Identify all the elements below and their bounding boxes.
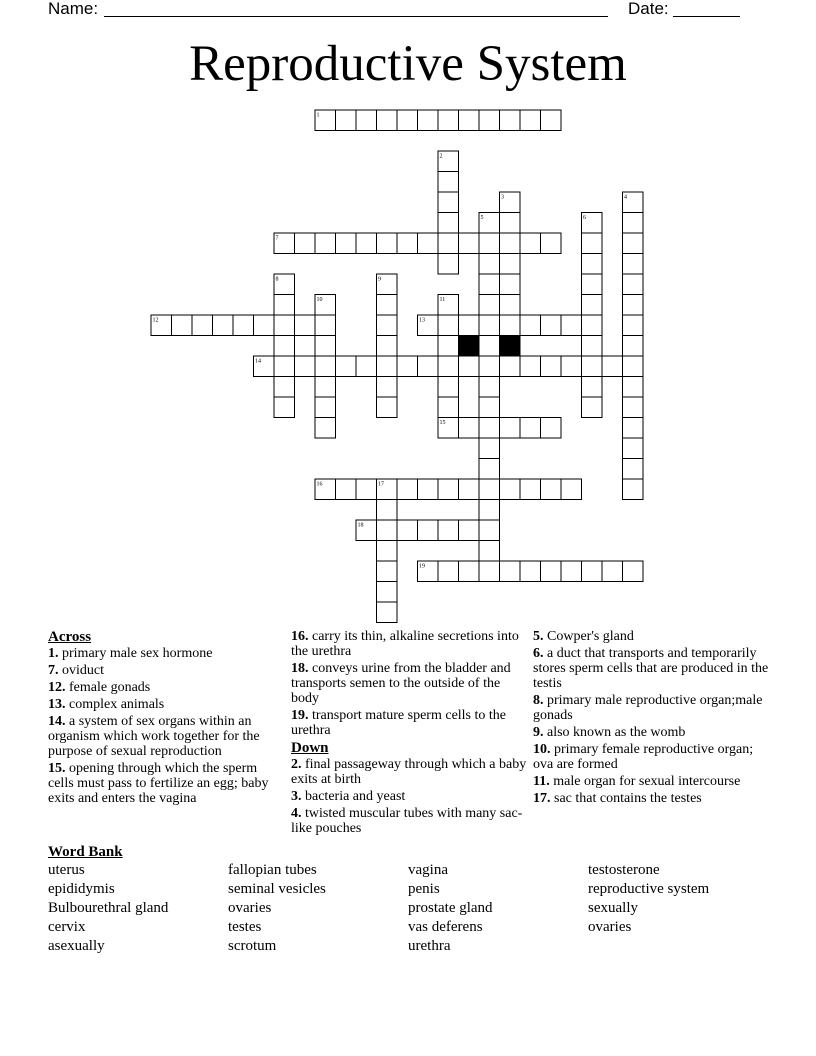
clue-number: 8 xyxy=(275,276,279,283)
clue-item xyxy=(533,774,769,789)
crossword-cell[interactable] xyxy=(438,336,459,357)
crossword-cell[interactable] xyxy=(582,377,603,398)
clue-text: conveys urine from the bladder and transports semen to the outside of the body xyxy=(291,661,511,706)
crossword-cell[interactable] xyxy=(397,520,418,541)
clue-item xyxy=(291,708,527,738)
crossword-cell[interactable] xyxy=(315,397,336,418)
crossword-cell[interactable] xyxy=(377,295,398,316)
crossword-cell[interactable] xyxy=(438,110,459,131)
crossword-cell[interactable] xyxy=(623,213,644,234)
clue-item xyxy=(533,693,769,723)
clue-item xyxy=(291,757,527,787)
clue-text: carry its thin, alkaline secretions into the urethra xyxy=(291,629,519,659)
crossword-cell[interactable] xyxy=(438,356,459,377)
clue-text: female gonads xyxy=(65,680,151,695)
clue-number: 5 xyxy=(480,215,484,221)
word-bank-item: fallopian tubes xyxy=(228,862,317,878)
crossword-cell[interactable] xyxy=(582,397,603,418)
crossword-cell[interactable] xyxy=(418,479,439,500)
crossword-black-cell xyxy=(459,336,480,357)
crossword-cell[interactable] xyxy=(623,315,644,336)
clue-text: a system of sex organs within an organism which work together for the purpose of sexual reproduction xyxy=(48,714,260,759)
crossword-cell[interactable] xyxy=(623,274,644,295)
crossword-cell[interactable] xyxy=(336,479,357,500)
crossword-cell[interactable] xyxy=(438,233,459,254)
clue-number-label: 14. xyxy=(48,714,66,729)
clue-item xyxy=(48,663,284,678)
crossword-cell[interactable] xyxy=(377,541,398,562)
word-bank-item: reproductive system xyxy=(588,881,710,897)
crossword-cell[interactable] xyxy=(438,561,459,582)
crossword-cell[interactable] xyxy=(356,233,377,254)
clue-text: complex animals xyxy=(65,697,165,712)
clue-number: 16 xyxy=(316,481,323,488)
crossword-cell[interactable] xyxy=(418,520,439,541)
crossword-cell[interactable] xyxy=(623,418,644,439)
crossword-cell[interactable] xyxy=(541,233,562,254)
clue-number-label: 18. xyxy=(291,661,309,676)
crossword-cell[interactable] xyxy=(500,233,521,254)
crossword-cell[interactable] xyxy=(561,479,582,500)
clue-number-label: 4. xyxy=(291,806,302,821)
crossword-cell[interactable] xyxy=(500,274,521,295)
clue-item xyxy=(533,791,769,806)
crossword-cell[interactable] xyxy=(377,602,398,623)
word-bank-item: epididymis xyxy=(48,881,115,897)
crossword-cell[interactable] xyxy=(561,356,582,377)
crossword-cell[interactable] xyxy=(295,315,316,336)
clue-number: 3 xyxy=(501,194,504,201)
word-bank xyxy=(48,844,768,957)
crossword-cell[interactable] xyxy=(479,438,500,459)
crossword-cell[interactable] xyxy=(541,110,562,131)
crossword-cell[interactable] xyxy=(623,254,644,275)
clue-number-label: 9. xyxy=(533,725,544,740)
clue-number: 9 xyxy=(378,276,381,283)
crossword-cell[interactable] xyxy=(377,233,398,254)
clue-number-label: 7. xyxy=(48,663,59,678)
clue-number-label: 16. xyxy=(291,629,309,644)
crossword-cell[interactable] xyxy=(623,336,644,357)
clue-item xyxy=(291,629,527,659)
crossword-black-cell xyxy=(500,336,521,357)
crossword-cell[interactable] xyxy=(582,315,603,336)
crossword-cell[interactable] xyxy=(274,397,295,418)
clue-item xyxy=(533,629,769,644)
crossword-cell[interactable] xyxy=(500,213,521,234)
word-bank-item: vagina xyxy=(408,862,448,878)
crossword-cell[interactable] xyxy=(438,397,459,418)
crossword-cell[interactable] xyxy=(315,356,336,377)
crossword-cell[interactable] xyxy=(623,295,644,316)
crossword-cell[interactable] xyxy=(479,233,500,254)
crossword-cell[interactable] xyxy=(397,233,418,254)
clue-text: twisted muscular tubes with many sac-like pouches xyxy=(291,806,523,836)
crossword-cell[interactable] xyxy=(397,110,418,131)
crossword-cell[interactable] xyxy=(479,479,500,500)
crossword-cell[interactable] xyxy=(520,561,541,582)
clue-item xyxy=(533,646,769,691)
clues-column-2 xyxy=(291,629,527,838)
clue-text: primary male reproductive organ;male gonads xyxy=(533,693,763,723)
clue-number-label: 1. xyxy=(48,646,59,661)
crossword-cell[interactable] xyxy=(336,233,357,254)
crossword-cell[interactable] xyxy=(602,356,623,377)
crossword-cell[interactable] xyxy=(438,192,459,213)
crossword-cell[interactable] xyxy=(520,418,541,439)
crossword-cell[interactable] xyxy=(438,377,459,398)
crossword-cell[interactable] xyxy=(500,356,521,377)
crossword-cell[interactable] xyxy=(213,315,234,336)
clue-text: male organ for sexual intercourse xyxy=(549,774,741,789)
crossword-cell[interactable] xyxy=(459,520,480,541)
crossword-cell[interactable] xyxy=(315,336,336,357)
crossword-cell[interactable] xyxy=(479,254,500,275)
across-heading: Across xyxy=(48,629,92,645)
clue-number: 6 xyxy=(583,215,586,221)
crossword-cell[interactable] xyxy=(479,500,500,521)
crossword-cell[interactable] xyxy=(295,356,316,377)
clue-item xyxy=(48,680,284,695)
crossword-cell[interactable] xyxy=(520,110,541,131)
crossword-cell[interactable] xyxy=(602,561,623,582)
crossword-cell[interactable] xyxy=(192,315,213,336)
crossword-cell[interactable] xyxy=(418,110,439,131)
clue-item xyxy=(48,697,284,712)
crossword-cell[interactable] xyxy=(377,500,398,521)
clue-text: bacteria and yeast xyxy=(301,789,406,804)
crossword-cell[interactable] xyxy=(541,561,562,582)
crossword-cell[interactable] xyxy=(520,315,541,336)
clue-text: opening through which the sperm cells must pass to fertilize an egg; baby exits and enters the vagina xyxy=(48,761,269,806)
word-bank-item: prostate gland xyxy=(408,900,493,916)
crossword-cell[interactable] xyxy=(561,315,582,336)
clue-item xyxy=(291,789,527,804)
crossword-cell[interactable] xyxy=(459,356,480,377)
crossword-cell[interactable] xyxy=(356,356,377,377)
crossword-cell[interactable] xyxy=(479,459,500,480)
clue-number-label: 10. xyxy=(533,742,551,757)
clue-number: 14 xyxy=(255,358,261,365)
crossword-cell[interactable] xyxy=(479,397,500,418)
crossword-cell[interactable] xyxy=(520,356,541,377)
clue-number-label: 3. xyxy=(291,789,302,804)
crossword-cell[interactable] xyxy=(479,377,500,398)
clue-item xyxy=(48,646,284,661)
crossword-cell[interactable] xyxy=(500,315,521,336)
crossword-cell[interactable] xyxy=(356,110,377,131)
crossword-cell[interactable] xyxy=(520,233,541,254)
clue-item xyxy=(291,661,527,706)
clue-number: 19 xyxy=(419,563,425,570)
clue-text: final passageway through which a baby exits at birth xyxy=(291,757,527,787)
word-bank-heading: Word Bank xyxy=(48,844,123,860)
crossword-cell[interactable] xyxy=(582,295,603,316)
crossword-cell[interactable] xyxy=(479,520,500,541)
crossword-cell[interactable] xyxy=(623,356,644,377)
crossword-cell[interactable] xyxy=(254,315,275,336)
crossword-cell[interactable] xyxy=(479,356,500,377)
crossword-cell[interactable] xyxy=(561,561,582,582)
crossword-cell[interactable] xyxy=(582,356,603,377)
crossword-cell[interactable] xyxy=(500,479,521,500)
clue-number: 10 xyxy=(316,297,323,303)
clue-number-label: 12. xyxy=(48,680,66,695)
crossword-cell[interactable] xyxy=(377,110,398,131)
crossword-cell[interactable] xyxy=(582,561,603,582)
word-bank-item: testosterone xyxy=(588,862,660,878)
word-bank-item: asexually xyxy=(48,938,105,954)
crossword-cell[interactable] xyxy=(623,438,644,459)
crossword-cell[interactable] xyxy=(274,377,295,398)
clue-number-label: 19. xyxy=(291,708,309,723)
crossword-cell[interactable] xyxy=(459,315,480,336)
crossword-cell[interactable] xyxy=(582,274,603,295)
clue-item xyxy=(533,725,769,740)
crossword-cell[interactable] xyxy=(356,479,377,500)
crossword-cell[interactable] xyxy=(418,233,439,254)
word-bank-item: sexually xyxy=(588,900,638,916)
crossword-cell[interactable] xyxy=(623,397,644,418)
clue-number-label: 11. xyxy=(533,774,550,789)
crossword-cell[interactable] xyxy=(377,356,398,377)
crossword-cell[interactable] xyxy=(479,295,500,316)
word-bank-item: urethra xyxy=(408,938,451,954)
clue-text: Cowper's gland xyxy=(543,629,634,644)
clue-text: oviduct xyxy=(58,663,104,678)
crossword-cell[interactable] xyxy=(541,315,562,336)
crossword-cell[interactable] xyxy=(315,377,336,398)
clue-number: 2 xyxy=(439,153,443,160)
crossword-cell[interactable] xyxy=(274,315,295,336)
word-bank-item: vas deferens xyxy=(408,919,483,935)
clue-item xyxy=(533,742,769,772)
crossword-cell[interactable] xyxy=(418,356,439,377)
crossword-cell[interactable] xyxy=(172,315,193,336)
crossword-cell[interactable] xyxy=(459,479,480,500)
crossword-cell[interactable] xyxy=(438,172,459,193)
crossword-cell[interactable] xyxy=(438,479,459,500)
crossword-cell[interactable] xyxy=(500,561,521,582)
clue-text: primary female reproductive organ; ova are formed xyxy=(533,742,754,772)
crossword-cell[interactable] xyxy=(336,356,357,377)
clue-number: 17 xyxy=(378,481,384,488)
word-bank-item: ovaries xyxy=(588,919,632,935)
crossword-cell[interactable] xyxy=(623,233,644,254)
clue-text: transport mature sperm cells to the urethra xyxy=(291,708,506,738)
clue-item xyxy=(48,761,284,806)
word-bank-list xyxy=(48,862,768,957)
clue-number-label: 13. xyxy=(48,697,66,712)
down-heading: Down xyxy=(291,740,329,756)
crossword-cell[interactable] xyxy=(438,520,459,541)
crossword-cell[interactable] xyxy=(315,315,336,336)
crossword-cell[interactable] xyxy=(459,233,480,254)
page-title: Reproductive System xyxy=(189,36,627,92)
clue-number: 12 xyxy=(152,317,159,324)
crossword-cell[interactable] xyxy=(438,315,459,336)
word-bank-item: uterus xyxy=(48,862,85,878)
clue-number: 11 xyxy=(439,297,446,303)
crossword-cell[interactable] xyxy=(377,315,398,336)
crossword-cell[interactable] xyxy=(623,377,644,398)
crossword-cell[interactable] xyxy=(500,110,521,131)
crossword-cell[interactable] xyxy=(377,377,398,398)
crossword-cell[interactable] xyxy=(274,295,295,316)
crossword-cell[interactable] xyxy=(274,356,295,377)
crossword-cell[interactable] xyxy=(397,356,418,377)
crossword-cell[interactable] xyxy=(500,254,521,275)
clue-number: 7 xyxy=(275,235,279,242)
crossword-cell[interactable] xyxy=(520,479,541,500)
crossword-cell[interactable] xyxy=(377,582,398,603)
crossword-cell[interactable] xyxy=(541,418,562,439)
crossword-cell[interactable] xyxy=(315,418,336,439)
crossword-cell[interactable] xyxy=(438,254,459,275)
crossword-cell[interactable] xyxy=(315,233,336,254)
crossword-cell[interactable] xyxy=(377,336,398,357)
word-bank-item: cervix xyxy=(48,919,86,935)
clue-number-label: 6. xyxy=(533,646,544,661)
word-bank-item: seminal vesicles xyxy=(228,881,326,897)
crossword-cell[interactable] xyxy=(336,110,357,131)
crossword-cell[interactable] xyxy=(377,397,398,418)
clue-text: primary male sex hormone xyxy=(58,646,213,661)
crossword-cell[interactable] xyxy=(500,295,521,316)
word-bank-item: scrotum xyxy=(228,938,277,954)
crossword-cell[interactable] xyxy=(623,561,644,582)
crossword-cell[interactable] xyxy=(479,110,500,131)
clue-number: 18 xyxy=(357,522,364,529)
clue-number-label: 2. xyxy=(291,757,302,772)
crossword-cell[interactable] xyxy=(479,274,500,295)
crossword-cell[interactable] xyxy=(438,213,459,234)
crossword-cell[interactable] xyxy=(541,479,562,500)
clue-number-label: 15. xyxy=(48,761,66,776)
word-bank-item: penis xyxy=(408,881,440,897)
word-bank-item: testes xyxy=(228,919,262,935)
crossword-cell[interactable] xyxy=(397,479,418,500)
clues-column-3 xyxy=(533,629,769,808)
crossword-cell[interactable] xyxy=(623,479,644,500)
clue-item xyxy=(48,714,284,759)
crossword-cell[interactable] xyxy=(459,110,480,131)
crossword-cell[interactable] xyxy=(459,561,480,582)
crossword-cell[interactable] xyxy=(459,418,480,439)
crossword-cell[interactable] xyxy=(582,254,603,275)
crossword-cell[interactable] xyxy=(479,418,500,439)
clue-text: sac that contains the testes xyxy=(550,791,702,806)
crossword-cell[interactable] xyxy=(274,336,295,357)
crossword-cell[interactable] xyxy=(233,315,254,336)
clue-text: also known as the womb xyxy=(543,725,686,740)
clue-number: 1 xyxy=(316,112,320,119)
crossword-cell[interactable] xyxy=(479,561,500,582)
crossword-cell[interactable] xyxy=(582,233,603,254)
crossword-cell[interactable] xyxy=(582,336,603,357)
crossword-cell[interactable] xyxy=(479,336,500,357)
word-bank-item: Bulbourethral gland xyxy=(48,900,169,916)
clue-number: 13 xyxy=(419,317,425,324)
crossword-cell[interactable] xyxy=(377,520,398,541)
date-label: Date: xyxy=(628,0,669,18)
clue-number: 4 xyxy=(624,194,627,201)
crossword-cell[interactable] xyxy=(479,541,500,562)
name-label: Name: xyxy=(48,0,99,18)
crossword-cell[interactable] xyxy=(623,459,644,480)
clue-item xyxy=(291,806,527,836)
word-bank-item: ovaries xyxy=(228,900,272,916)
clues-column-1 xyxy=(48,629,284,808)
crossword-cell[interactable] xyxy=(479,315,500,336)
crossword-cell[interactable] xyxy=(541,356,562,377)
clue-text: a duct that transports and temporarily stores sperm cells that are produced in the testis xyxy=(533,646,769,691)
clue-number-label: 5. xyxy=(533,629,544,644)
clue-number-label: 8. xyxy=(533,693,544,708)
crossword-cell[interactable] xyxy=(500,418,521,439)
crossword-cell[interactable] xyxy=(377,561,398,582)
clue-number: 15 xyxy=(439,420,446,426)
clue-number-label: 17. xyxy=(533,791,551,806)
crossword-cell[interactable] xyxy=(295,233,316,254)
